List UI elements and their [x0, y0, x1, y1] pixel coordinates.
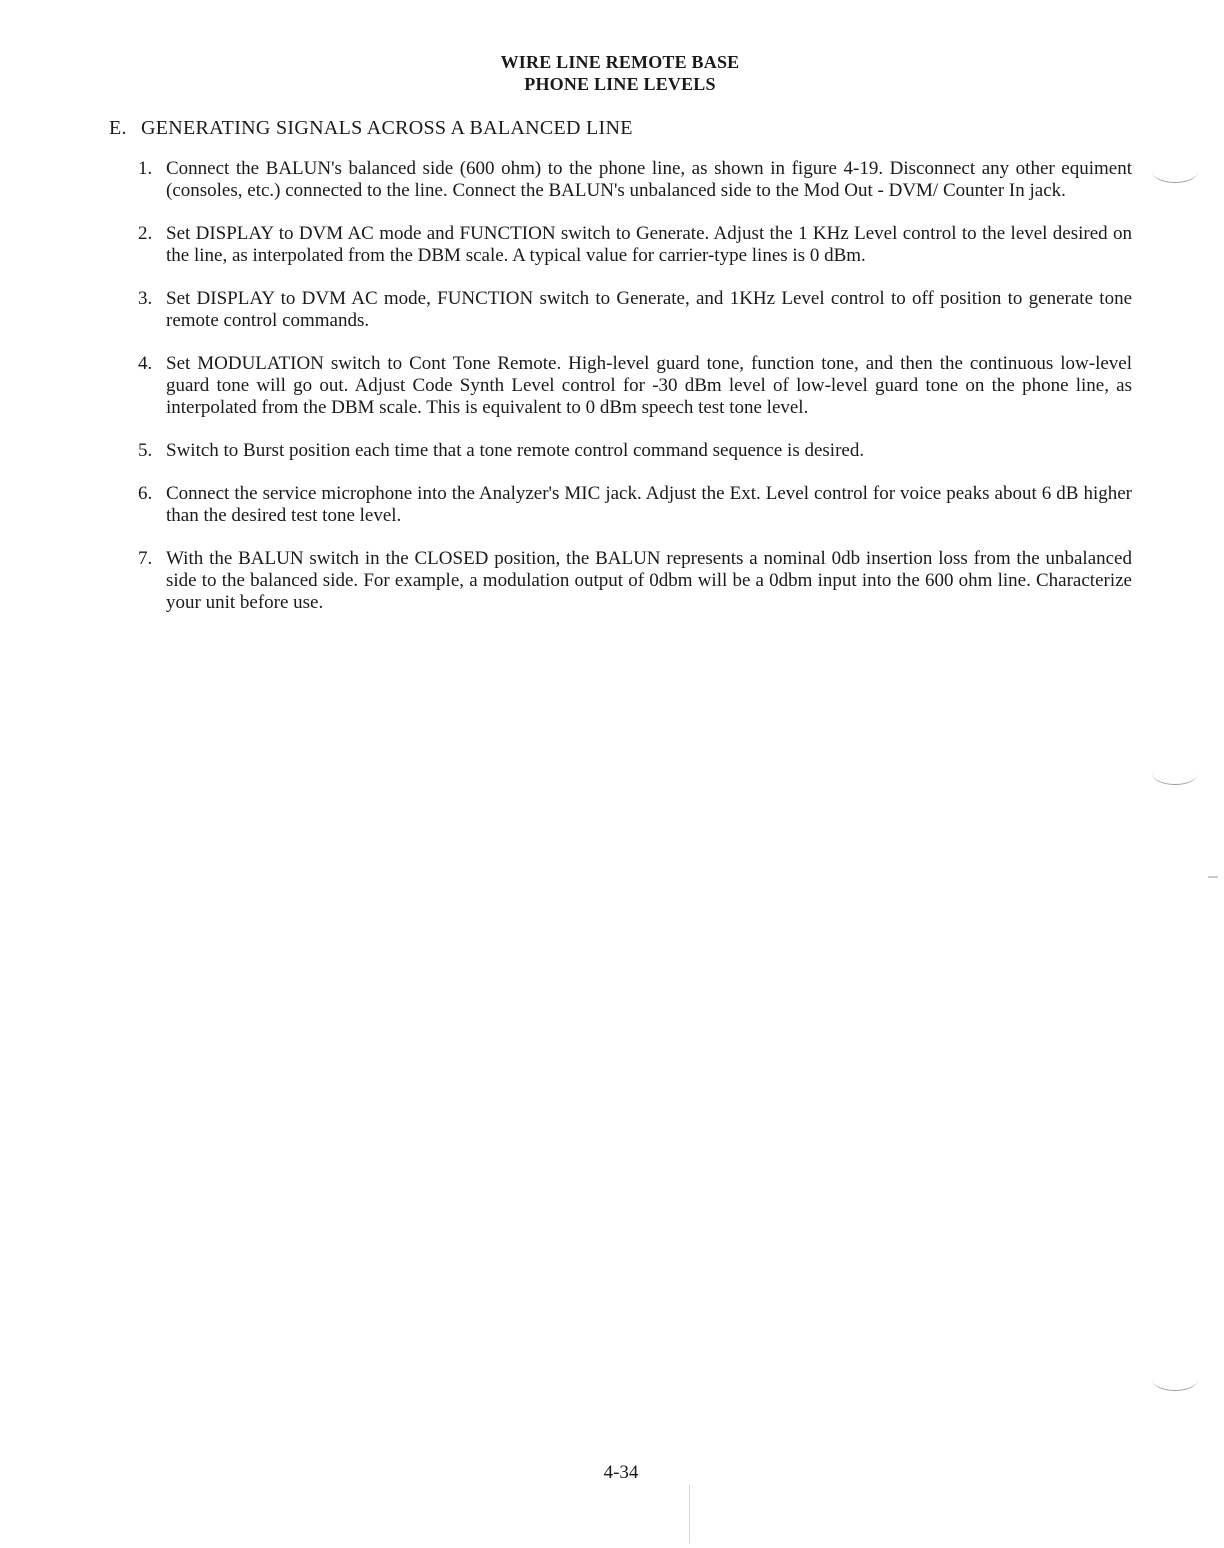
list-item — [138, 288, 1132, 332]
item-number: 1. — [138, 158, 153, 179]
binder-hole-mark — [1152, 1368, 1198, 1391]
page-header — [0, 51, 1224, 95]
list-item — [138, 223, 1132, 267]
item-text: Set DISPLAY to DVM AC mode and FUNCTION switch to Generate. Adjust the 1 KHz Level control to the level desired on the line, as interpolated from the DBM scale. A typical value for carrier-type lines is 0 dBm. — [166, 223, 1132, 266]
item-number: 5. — [138, 440, 153, 461]
item-number: 2. — [138, 223, 153, 244]
item-text: Connect the BALUN's balanced side (600 ohm) to the phone line, as shown in figure 4-19. Disconnect any other equiment (consoles, etc.) connected to the line. Connect the BALUN's unbalanced side to the Mod Out - DVM/ Counter In jack. — [166, 158, 1132, 201]
list-item — [138, 158, 1132, 202]
page-number: 4-34 — [603, 1462, 639, 1483]
scan-artifact-line — [689, 1485, 690, 1543]
section-letter: E. — [109, 117, 127, 139]
item-text: Switch to Burst position each time that a tone remote control command sequence is desired. — [166, 440, 865, 461]
item-number: 6. — [138, 483, 153, 504]
list-item — [138, 353, 1132, 419]
item-number: 3. — [138, 288, 153, 309]
list-item — [138, 483, 1132, 527]
item-number: 4. — [138, 353, 153, 374]
header-title: WIRE LINE REMOTE BASE — [500, 52, 740, 72]
binder-hole-mark — [1152, 762, 1198, 785]
scan-speck — [1208, 876, 1218, 878]
list-item — [138, 440, 1132, 462]
section-heading — [109, 116, 633, 140]
item-text: Set DISPLAY to DVM AC mode, FUNCTION switch to Generate, and 1KHz Level control to off position to generate tone remote control commands. — [166, 288, 1132, 331]
item-text: Set MODULATION switch to Cont Tone Remote. High-level guard tone, function tone, and then the continuous low-level guard tone will go out. Adjust Code Synth Level control for -30 dBm level of low-level guard tone on the phone line, as interpolated from the DBM scale. This is equivalent to 0 dBm speech test tone level. — [166, 353, 1132, 418]
item-text: Connect the service microphone into the Analyzer's MIC jack. Adjust the Ext. Level control for voice peaks about 6 dB higher than the desired test tone level. — [166, 483, 1132, 526]
list-item — [138, 548, 1132, 614]
instruction-list — [138, 158, 1132, 635]
header-subtitle: PHONE LINE LEVELS — [524, 74, 716, 94]
item-number: 7. — [138, 548, 153, 569]
binder-hole-mark — [1152, 160, 1198, 183]
item-text: With the BALUN switch in the CLOSED position, the BALUN represents a nominal 0db insertion loss from the unbalanced side to the balanced side. For example, a modulation output of 0dbm will be a 0dbm input into the 600 ohm line. Characterize your unit before use. — [166, 548, 1132, 613]
section-title: GENERATING SIGNALS ACROSS A BALANCED LINE — [141, 117, 633, 139]
